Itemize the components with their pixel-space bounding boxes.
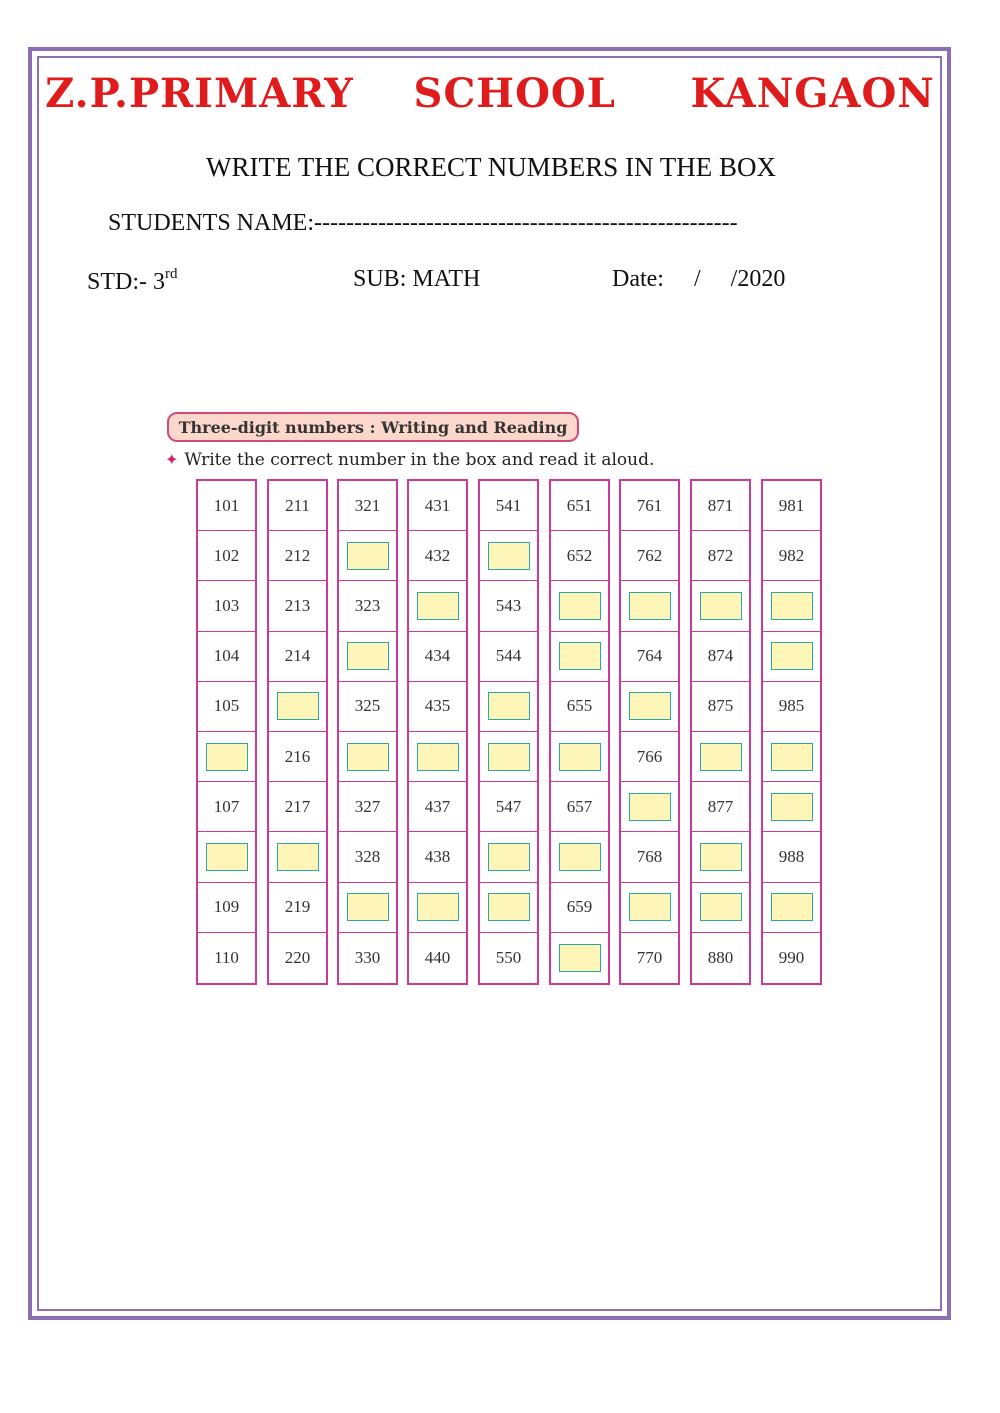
number-cell: 982 [763,531,820,581]
answer-box[interactable] [559,592,601,620]
answer-box[interactable] [629,793,671,821]
standard-suffix: rd [165,266,178,282]
number-cell: 544 [480,632,537,682]
number-cell: 327 [339,782,396,832]
answer-cell [551,933,608,983]
number-cell: 547 [480,782,537,832]
answer-box[interactable] [771,592,813,620]
answer-cell [339,883,396,933]
worksheet-instruction: WRITE THE CORRECT NUMBERS IN THE BOX [205,152,777,182]
answer-box[interactable] [771,893,813,921]
answer-box[interactable] [700,743,742,771]
number-cell: 211 [269,481,326,531]
exercise-instruction-text: Write the correct number in the box and read it aloud. [184,450,655,470]
number-cell: 105 [198,682,255,732]
answer-box[interactable] [417,592,459,620]
answer-box[interactable] [488,843,530,871]
date-year: /2020 [730,266,786,292]
answer-box[interactable] [347,893,389,921]
answer-cell [339,632,396,682]
answer-box[interactable] [488,893,530,921]
answer-box[interactable] [277,692,319,720]
number-cell: 762 [621,531,678,581]
answer-cell [692,581,749,631]
answer-cell [692,832,749,882]
answer-box[interactable] [771,743,813,771]
exercise-instruction [165,450,654,470]
answer-cell [692,883,749,933]
number-cell: 877 [692,782,749,832]
answer-box[interactable] [629,592,671,620]
number-column [690,479,751,985]
answer-box[interactable] [488,542,530,570]
number-cell: 440 [424,947,451,967]
answer-box[interactable] [488,743,530,771]
answer-cell [763,883,820,933]
number-cell: 213 [269,581,326,631]
answer-box[interactable] [771,642,813,670]
answer-box[interactable] [771,793,813,821]
number-cell: 768 [621,832,678,882]
answer-box[interactable] [559,642,601,670]
answer-box[interactable] [206,743,248,771]
answer-cell [692,732,749,782]
number-cell: 102 [198,531,255,581]
number-cell: 328 [339,832,396,882]
answer-box[interactable] [629,893,671,921]
answer-cell [551,581,608,631]
number-cell: 321 [339,481,396,531]
answer-box[interactable] [629,692,671,720]
number-cell: 216 [269,732,326,782]
answer-cell [551,732,608,782]
answer-cell [269,832,326,882]
answer-cell [551,632,608,682]
date-field [612,266,785,293]
number-cell: 220 [284,947,311,967]
number-cell: 874 [692,632,749,682]
number-cell: 437 [409,782,466,832]
number-column [337,479,398,985]
answer-cell [198,732,255,782]
number-cell: 101 [198,481,255,531]
number-cell: 212 [269,531,326,581]
answer-cell [409,883,466,933]
number-cell: 872 [692,531,749,581]
number-cell: 214 [269,632,326,682]
number-cell: 651 [551,481,608,531]
number-cell: 543 [480,581,537,631]
number-cell: 871 [692,481,749,531]
answer-box[interactable] [417,893,459,921]
number-cell: 109 [198,883,255,933]
number-cell: 985 [763,682,820,732]
number-cell: 541 [480,481,537,531]
answer-cell [480,883,537,933]
student-name-field[interactable]: STUDENTS NAME:----------------------------------------------------- [108,210,738,236]
number-cell: 323 [339,581,396,631]
number-cell: 550 [495,947,522,967]
number-cell: 435 [409,682,466,732]
answer-cell [763,732,820,782]
number-cell: 988 [763,832,820,882]
number-cell: 659 [551,883,608,933]
number-cell: 761 [621,481,678,531]
answer-cell [269,682,326,732]
answer-cell [480,732,537,782]
number-cell: 110 [214,947,239,967]
answer-cell [621,883,678,933]
answer-cell [763,782,820,832]
date-separator: / [693,266,701,292]
number-column [196,479,257,985]
answer-box[interactable] [347,743,389,771]
number-cell: 657 [551,782,608,832]
number-cell: 438 [409,832,466,882]
answer-cell [409,732,466,782]
answer-cell [551,832,608,882]
number-cell: 766 [621,732,678,782]
number-cell: 330 [354,947,381,967]
answer-box[interactable] [559,843,601,871]
answer-cell [409,581,466,631]
number-cell: 652 [551,531,608,581]
star-icon: ✦ [165,450,179,469]
answer-box[interactable] [700,592,742,620]
answer-box[interactable] [347,542,389,570]
number-cell: 981 [763,481,820,531]
answer-box[interactable] [488,692,530,720]
number-column [761,479,822,985]
number-column [478,479,539,985]
answer-box[interactable] [700,893,742,921]
answer-cell [621,682,678,732]
number-cell: 104 [198,632,255,682]
answer-cell [763,581,820,631]
number-cell: 217 [269,782,326,832]
answer-cell [339,732,396,782]
answer-cell [621,782,678,832]
number-cell: 770 [636,947,663,967]
answer-cell [480,682,537,732]
answer-box[interactable] [206,843,248,871]
school-title: Z.P.PRIMARY SCHOOL KANGAON [45,70,935,117]
answer-cell [339,531,396,581]
exercise-heading: Three-digit numbers : Writing and Reading [167,412,579,442]
answer-box[interactable] [559,743,601,771]
date-label: Date: [612,266,664,292]
number-cell: 990 [778,947,805,967]
number-cell: 103 [198,581,255,631]
answer-box[interactable] [700,843,742,871]
number-cell: 107 [198,782,255,832]
number-cell: 764 [621,632,678,682]
answer-cell [198,832,255,882]
number-cell: 655 [551,682,608,732]
number-cell: 219 [269,883,326,933]
answer-cell [480,531,537,581]
number-column [549,479,610,985]
answer-box[interactable] [417,743,459,771]
number-cell: 880 [707,947,734,967]
number-grid [196,479,826,989]
standard-value: STD:- 3 [87,269,165,295]
answer-box[interactable] [277,843,319,871]
number-cell: 432 [409,531,466,581]
number-column [267,479,328,985]
number-cell: 325 [339,682,396,732]
answer-box[interactable] [347,642,389,670]
answer-cell [621,581,678,631]
answer-box[interactable] [559,944,601,972]
number-cell: 875 [692,682,749,732]
subject-label: SUB: MATH [353,266,481,292]
number-column [407,479,468,985]
standard-label [87,266,178,296]
number-column [619,479,680,985]
number-cell: 434 [409,632,466,682]
number-cell: 431 [409,481,466,531]
answer-cell [763,632,820,682]
answer-cell [480,832,537,882]
